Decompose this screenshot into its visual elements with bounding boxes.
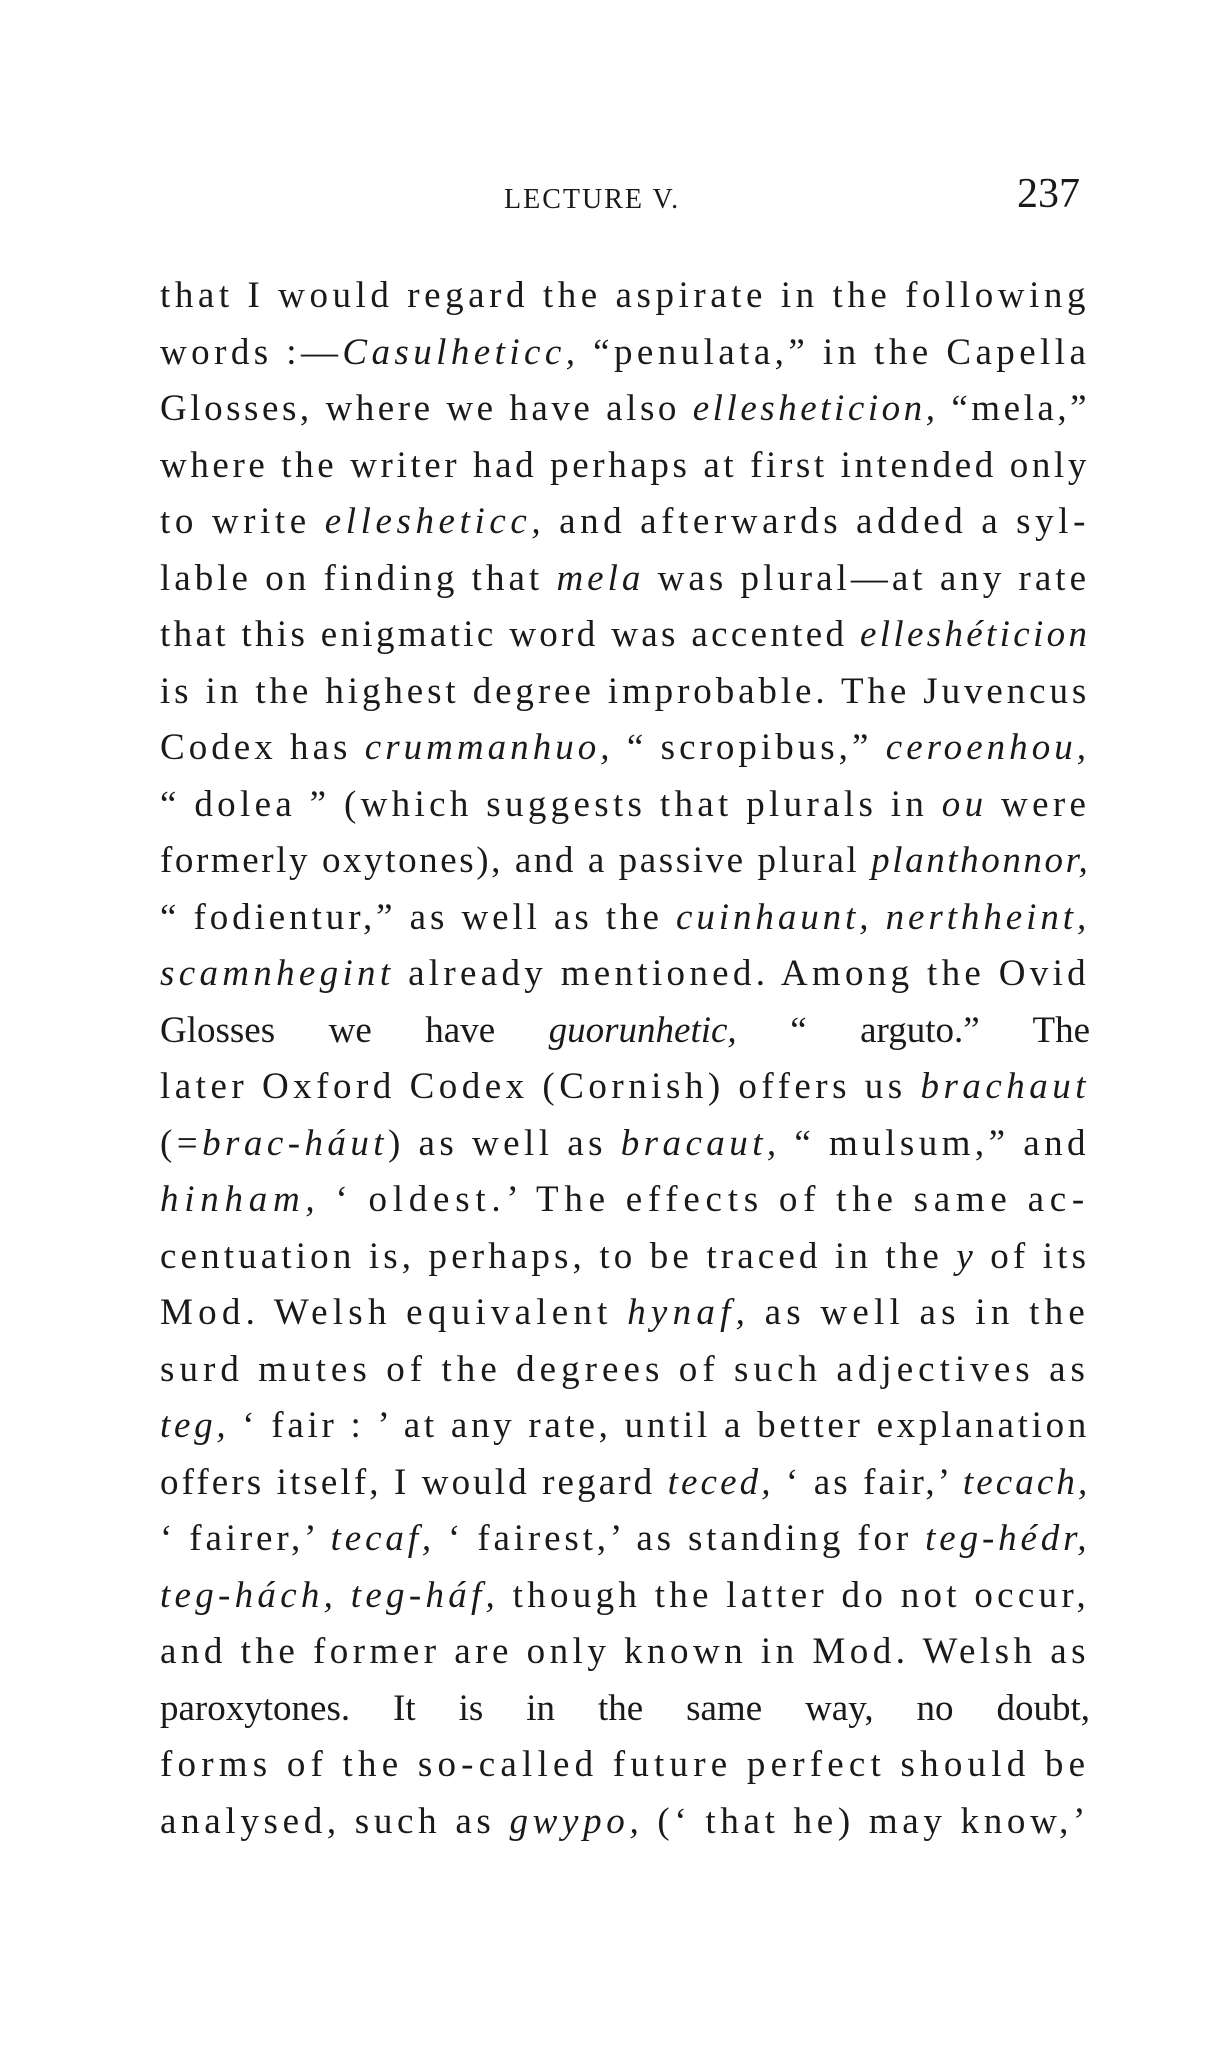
body-text: [160, 268, 1090, 1850]
text-line: [160, 1003, 1090, 1060]
text-line: [160, 1624, 1090, 1681]
text-line: [160, 268, 1090, 325]
text-run: to write: [160, 501, 325, 542]
text-line: [160, 325, 1090, 382]
text-run: ‘ fair : ’ at any rate, until a better explanation: [229, 1405, 1090, 1446]
text-run: words :—: [160, 331, 343, 373]
italic-word: gwypo,: [509, 1800, 644, 1842]
text-run: and afterwards added a syl-: [545, 501, 1090, 542]
text-line: [160, 1342, 1090, 1399]
text-line: [160, 1737, 1090, 1794]
text-line: [160, 833, 1090, 890]
text-run: formerly oxytones), and a passive plural: [160, 840, 872, 881]
italic-word: teced,: [667, 1461, 774, 1503]
running-head: LECTURE V.: [504, 184, 681, 215]
page-number: 237: [1017, 171, 1080, 217]
text-line: [160, 1681, 1090, 1738]
text-line: [160, 720, 1090, 777]
text-line: [160, 1455, 1090, 1512]
italic-word: y: [956, 1235, 977, 1277]
text-run: forms of the so-called future perfect should be: [160, 1744, 1090, 1785]
text-run: that I would regard the aspirate in the following: [160, 275, 1090, 316]
text-line: [160, 1059, 1090, 1116]
italic-word: Casulheticc,: [342, 331, 580, 373]
text-run: ‘ fairer,’: [160, 1518, 331, 1559]
text-run: Glosses we have: [160, 1009, 549, 1051]
text-run: Codex has: [160, 727, 365, 768]
text-run: “ mulsum,” and: [780, 1122, 1090, 1164]
text-run: ) as well as: [388, 1122, 621, 1164]
italic-word: teg-háf,: [350, 1574, 500, 1616]
italic-word: scamnhegint: [160, 953, 395, 994]
italic-word: teg,: [160, 1405, 230, 1446]
italic-word: teg-hách,: [160, 1574, 338, 1616]
text-line: [160, 1398, 1090, 1455]
text-line: [160, 1285, 1090, 1342]
text-run: ‘ as fair,’: [773, 1461, 963, 1503]
italic-word: mela: [556, 557, 645, 599]
text-run: [872, 897, 885, 938]
italic-word: tecaf,: [330, 1518, 435, 1559]
italic-word: hinham,: [160, 1179, 321, 1220]
text-run: “ scropibus,”: [613, 727, 886, 768]
text-run: centuation is, perhaps, to be traced in the: [160, 1235, 957, 1277]
text-line: [160, 664, 1090, 721]
text-run: (=: [160, 1122, 203, 1164]
text-run: “penulata,” in the Capella: [579, 331, 1090, 373]
italic-word: guorunhetic,: [548, 1009, 737, 1051]
text-run: was plural—at any rate: [644, 557, 1090, 599]
italic-word: ou: [941, 783, 988, 825]
text-run: “ dolea ” (which suggests that plurals in: [160, 783, 942, 825]
text-run: of its: [976, 1235, 1090, 1277]
text-run: were: [987, 783, 1090, 825]
text-run: where the writer had perhaps at first intended only: [160, 444, 1090, 486]
text-line: [160, 381, 1090, 438]
text-run: lable on finding that: [160, 557, 557, 599]
text-line: [160, 1116, 1090, 1173]
text-run: Mod. Welsh equivalent: [160, 1292, 628, 1333]
text-run: already mentioned. Among the Ovid: [394, 953, 1090, 994]
text-run: [337, 1575, 351, 1616]
text-line: [160, 438, 1090, 495]
text-line: [160, 1511, 1090, 1568]
text-line: [160, 946, 1090, 1003]
page-header: [168, 170, 1088, 230]
text-run: ‘ oldest.’ The effects of the same ac-: [320, 1179, 1090, 1220]
italic-word: hynaf,: [627, 1292, 751, 1333]
italic-word: brac-háut: [202, 1122, 389, 1164]
text-line: [160, 551, 1090, 608]
text-run: “ arguto.” The: [736, 1009, 1090, 1051]
text-line: [160, 494, 1090, 551]
italic-word: cuinhaunt,: [676, 896, 873, 938]
text-run: later Oxford Codex (Cornish) offers us: [160, 1066, 921, 1107]
text-run: is in the highest degree improbable. The Juvencus: [160, 670, 1090, 712]
text-run: that this enigmatic word was accented: [160, 614, 860, 655]
italic-word: nerthheint,: [885, 896, 1090, 938]
text-line: [160, 1229, 1090, 1286]
text-run: paroxytones. It is in the same way, no doubt,: [160, 1687, 1090, 1729]
text-line: [160, 607, 1090, 664]
text-run: analysed, such as: [160, 1800, 510, 1842]
italic-word: crummanhuo,: [364, 727, 614, 768]
italic-word: ellesheticc,: [324, 501, 546, 542]
text-run: surd mutes of the degrees of such adjectives as: [160, 1348, 1090, 1390]
text-line: [160, 1172, 1090, 1229]
text-run: “ fodientur,” as well as the: [160, 896, 677, 938]
italic-word: teg-hédr,: [925, 1518, 1090, 1559]
italic-word: brachaut: [920, 1066, 1090, 1107]
text-run: though the latter do not occur,: [499, 1574, 1090, 1616]
text-run: offers itself, I would regard: [160, 1461, 668, 1503]
italic-word: planthonnor,: [871, 840, 1090, 881]
text-run: ‘ fairest,’ as standing for: [434, 1518, 926, 1559]
text-run: Glosses, where we have also: [160, 388, 693, 429]
text-line: [160, 777, 1090, 834]
text-run: (‘ that he) may know,’: [643, 1800, 1090, 1842]
text-line: [160, 890, 1090, 947]
text-run: as well as in the: [750, 1292, 1090, 1333]
text-line: [160, 1794, 1090, 1851]
italic-word: ellesheticion,: [692, 388, 939, 429]
italic-word: ceroenhou,: [885, 727, 1090, 768]
text-line: [160, 1568, 1090, 1625]
italic-word: tecach,: [962, 1461, 1090, 1503]
text-run: “mela,”: [938, 388, 1090, 429]
text-run: and the former are only known in Mod. Welsh as: [160, 1631, 1090, 1672]
italic-word: bracaut,: [620, 1122, 781, 1164]
italic-word: elleshéticion: [859, 614, 1090, 655]
